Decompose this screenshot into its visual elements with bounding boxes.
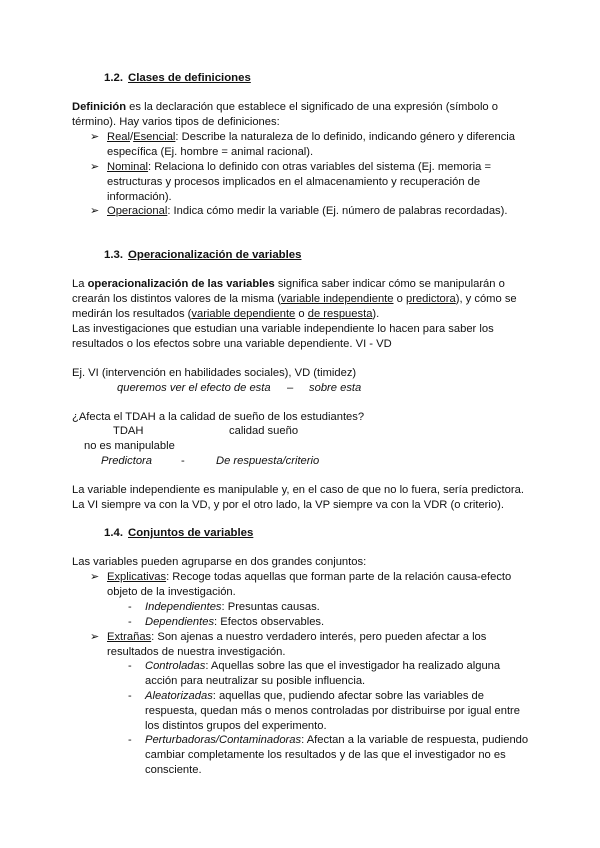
dash-bullet-icon: - (128, 690, 132, 702)
text-run: crearán los distintos valores de la misma ( (72, 293, 281, 305)
underlined-term: Esencial (133, 131, 176, 143)
section-number: 1.3. (104, 249, 123, 261)
sub-item-dependientes (145, 615, 324, 630)
question-respuesta: De respuesta/criterio (216, 455, 320, 467)
paragraph-line (72, 292, 517, 307)
dash-bullet-icon: - (128, 601, 132, 613)
text-run: : aquellas que, pudiendo afectar sobre las variables de (212, 690, 484, 702)
sub-item-aleatorizadas-line-3: los distintos grupos del experimento. (145, 720, 327, 732)
sub-item-controladas (145, 659, 500, 674)
section-title: Operacionalización de variables (128, 249, 302, 261)
bullet-explicativas (107, 570, 511, 585)
example-note-left: queremos ver el efecto de esta (117, 382, 271, 394)
conclusion-line: La VI siempre va con la VD, y por el otro lado, la VP siempre va con la VDR (o criterio). (72, 499, 504, 511)
sub-item-controladas-line-2: acción para neutralizar su posible influencia. (145, 675, 366, 687)
underlined-term: Explicativas (107, 571, 167, 583)
sub-item-perturbadoras-line-3: consciente. (145, 764, 202, 776)
italic-term: Dependientes (145, 616, 215, 628)
conclusion-line: La variable independiente es manipulable y, en el caso de que no lo fuera, sería predictora. (72, 484, 524, 496)
text-run: : Afectan a la variable de respuesta, pudiendo (301, 734, 529, 746)
text-run: : Indica cómo medir la variable (Ej. número de palabras recordadas). (167, 205, 508, 217)
text-run: o (295, 308, 308, 320)
bullet-nominal (107, 160, 491, 175)
question-note: no es manipulable (84, 440, 175, 452)
section-title: Conjuntos de variables (128, 527, 254, 539)
text-run: o (393, 293, 406, 305)
sub-item-independientes (145, 600, 320, 615)
text-run: es la declaración que establece el significado de una expresión (símbolo o (126, 101, 498, 113)
question-predictora: Predictora (101, 455, 152, 467)
section-heading-1-2 (104, 71, 251, 86)
paragraph-line: Las variables pueden agruparse en dos grandes conjuntos: (72, 556, 367, 568)
section-title: Clases de definiciones (128, 72, 251, 84)
example-line: Ej. VI (intervención en habilidades sociales), VD (timidez) (72, 367, 357, 379)
dash-bullet-icon: - (128, 660, 132, 672)
question-label-calidad: calidad sueño (229, 425, 299, 437)
underlined-term: Operacional (107, 205, 168, 217)
bullet-real-esencial (107, 130, 515, 145)
text-run: : Describe la naturaleza de lo definido, indicando género y diferencia (175, 131, 515, 143)
italic-term: Perturbadoras/Contaminadoras (145, 734, 302, 746)
bold-term: operacionalización de las variables (87, 278, 275, 290)
paragraph-line: Las investigaciones que estudian una variable independiente lo hacen para saber los (72, 323, 494, 335)
bullet-real-line-2: específica (Ej. hombre = animal racional). (107, 146, 314, 158)
sub-item-aleatorizadas-line-2: respuesta, quedan más o menos controladas por distribuirse por igual entre (145, 705, 520, 717)
arrow-bullet-icon: ➢ (90, 131, 100, 143)
dash-bullet-icon: - (128, 616, 132, 628)
text-run: significa saber indicar cómo se manipularán o (274, 278, 505, 290)
section-heading-1-3 (104, 248, 301, 263)
arrow-bullet-icon: ➢ (90, 571, 100, 583)
text-run: ), y cómo se (455, 293, 517, 305)
question-dash: - (181, 455, 185, 467)
arrow-bullet-icon: ➢ (90, 161, 100, 173)
text-run: : Son ajenas a nuestro verdadero interés, pero pueden afectar a los (151, 631, 487, 643)
section-number: 1.4. (104, 527, 123, 539)
question-line: ¿Afecta el TDAH a la calidad de sueño de los estudiantes? (72, 411, 365, 423)
dash-bullet-icon: - (128, 734, 132, 746)
definition-intro-line (72, 100, 498, 115)
text-run: : Recoge todas aquellas que forman parte de la relación causa-efecto (166, 571, 512, 583)
text-run: / (130, 131, 134, 143)
bullet-operacional (107, 204, 507, 219)
arrow-bullet-icon: ➢ (90, 205, 100, 217)
underlined-term: variable dependiente (191, 308, 296, 320)
section-number: 1.2. (104, 72, 123, 84)
text-run: : Aquellas sobre las que el investigador ha realizado alguna (205, 660, 501, 672)
question-label-tdah: TDAH (113, 425, 144, 437)
text-run: : Presuntas causas. (221, 601, 320, 613)
italic-term: Aleatorizadas (145, 690, 213, 702)
paragraph-line (72, 277, 505, 292)
sub-item-perturbadoras (145, 733, 528, 748)
bullet-extranas-line-2: resultados de nuestra investigación. (107, 646, 286, 658)
arrow-bullet-icon: ➢ (90, 631, 100, 643)
example-note-right: sobre esta (309, 382, 362, 394)
definition-intro-line-2: término). Hay varios tipos de definiciones: (72, 116, 280, 128)
underlined-term: Real (107, 131, 131, 143)
underlined-term: variable independiente (280, 293, 394, 305)
italic-term: Independientes (145, 601, 222, 613)
text-run: La (72, 278, 88, 290)
underlined-term: de respuesta (307, 308, 373, 320)
section-heading-1-4 (104, 526, 253, 541)
bullet-nominal-line-2: estructuras y procesos implicados en el almacenamiento y recuperación de (107, 176, 481, 188)
bullet-nominal-line-3: información). (107, 191, 172, 203)
underlined-term: Nominal (107, 161, 149, 173)
example-note-dash: – (287, 382, 294, 394)
text-run: : Relaciona lo definido con otras variables del sistema (Ej. memoria = (148, 161, 491, 173)
paragraph-line (72, 307, 379, 322)
text-run: ). (372, 308, 380, 320)
bullet-extranas (107, 630, 486, 645)
bold-term: Definición (72, 101, 127, 113)
underlined-term: predictora (405, 293, 456, 305)
sub-item-perturbadoras-line-2: cambiar completamente los resultados y de las que el investigador no es (145, 749, 506, 761)
sub-item-aleatorizadas (145, 689, 484, 704)
bullet-explicativas-line-2: objeto de la investigación. (107, 586, 236, 598)
underlined-term: Extrañas (107, 631, 152, 643)
italic-term: Controladas (145, 660, 206, 672)
text-run: : Efectos observables. (214, 616, 325, 628)
text-run: medirán los resultados ( (72, 308, 192, 320)
paragraph-line: resultados o los efectos sobre una variable dependiente. VI - VD (72, 338, 392, 350)
